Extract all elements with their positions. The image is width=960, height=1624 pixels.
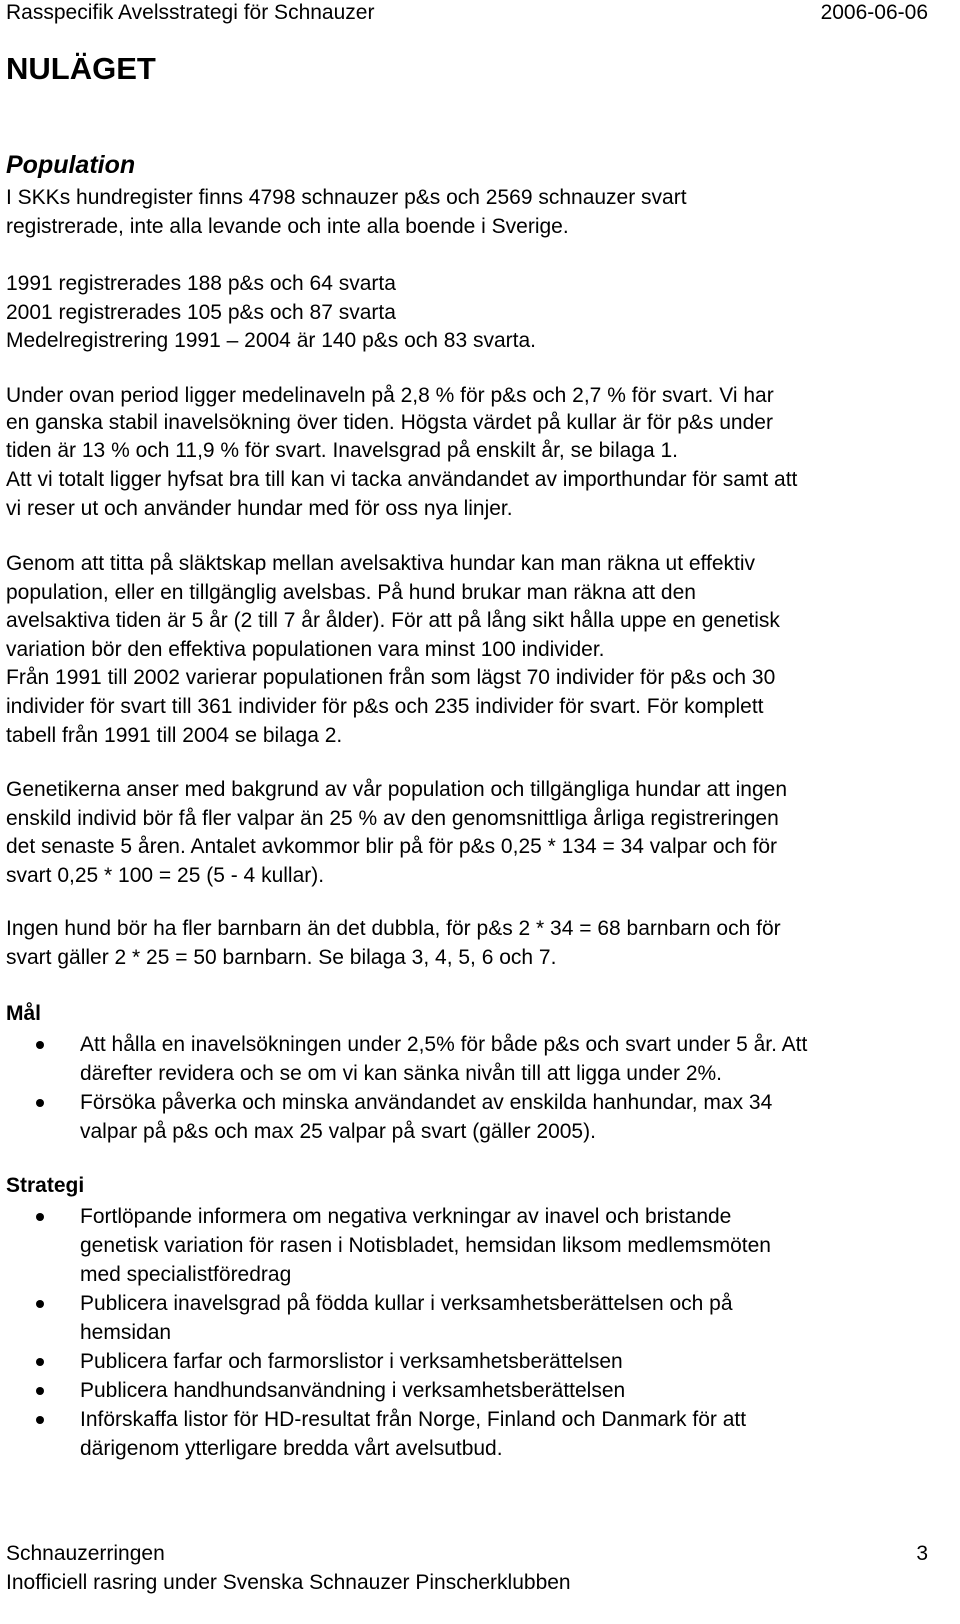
population-paragraph-7: Ingen hund bör ha fler barnbarn än det dubbla, för p&s 2 * 34 = 68 barnbarn och för svart gäller 2 * 25 = 50 barnbarn. Se bilaga 3, 4, 5, 6 och 7. xyxy=(6,917,781,969)
strategy-item-text: Publicera farfar och farmorslistor i verksamhetsberättelsen xyxy=(80,1350,623,1373)
strategy-heading: Strategi xyxy=(6,1174,85,1197)
population-paragraph-4: Att vi totalt ligger hyfsat bra till kan vi tacka användandet av importhundar för samt att vi reser ut och använder hundar med för oss nya linjer. xyxy=(6,468,798,520)
goals-item-text: Att hålla en inavelsökningen under 2,5% för både p&s och svart under 5 år. Att därefter revidera och se om vi kan sänka nivån till att ligga under 2%. xyxy=(80,1033,808,1085)
strategy-item-text: Fortlöpande informera om negativa verkningar av inavel och bristande genetisk variation för rasen i Notisbladet, hemsidan liksom medlemsmöten med specialistföredrag xyxy=(80,1205,771,1286)
page-number: 3 xyxy=(916,1542,928,1565)
footer-line-1: Schnauzerringen xyxy=(6,1542,165,1565)
strategy-list xyxy=(0,1202,950,1463)
strategy-list-item xyxy=(0,1376,950,1405)
population-heading: Population xyxy=(6,151,136,179)
population-paragraph-5: Genom att titta på släktskap mellan avelsaktiva hundar kan man räkna ut effektiv population, eller en tillgänglig avelsbas. På hund brukar man räkna att den avelsaktiva tiden är 5 år (2 till 7 år ålder). För att på lång sikt hålla uppe en genetisk variation bör den effektiva populationen vara minst 100 individer. Från 1991 till 2002 varierar populationen från som lägst 70 individer för p&s och 30 individer för svart till 361 individer för p&s och 235 individer för svart. För komplett tabell från 1991 till 2004 se bilaga 2. xyxy=(6,552,780,747)
strategy-item-text: Införskaffa listor för HD-resultat från Norge, Finland och Danmark för att därigenom ytterligare bredda vårt avelsutbud. xyxy=(80,1408,747,1460)
goals-list-item xyxy=(0,1088,950,1146)
population-paragraph-2: 1991 registrerades 188 p&s och 64 svarta 2001 registrerades 105 p&s och 87 svarta Medelregistrering 1991 – 2004 är 140 p&s och 83 svarta. xyxy=(6,272,536,353)
footer-line-2: Inofficiell rasring under Svenska Schnauzer Pinscherklubben xyxy=(6,1571,571,1594)
footer xyxy=(6,1539,571,1597)
strategy-item-text: Publicera inavelsgrad på födda kullar i verksamhetsberättelsen och på hemsidan xyxy=(80,1292,733,1344)
strategy-list-item xyxy=(0,1405,950,1463)
header-date: 2006-06-06 xyxy=(820,1,928,24)
population-paragraph-6: Genetikerna anser med bakgrund av vår population och tillgängliga hundar att ingen enskild individ bör få fler valpar än 25 % av den genomsnittliga årliga registreringen det senaste 5 åren. Antalet avkommor blir på för p&s 0,25 * 134 = 34 valpar och för svart 0,25 * 100 = 25 (5 - 4 kullar). xyxy=(6,778,788,887)
strategy-list-item xyxy=(0,1202,950,1289)
header-title: Rasspecifik Avelsstrategi för Schnauzer xyxy=(6,1,375,24)
bullet-icon xyxy=(36,1300,44,1308)
bullet-icon xyxy=(36,1387,44,1395)
goals-item-text: Försöka påverka och minska användandet av enskilda hanhundar, max 34 valpar på p&s och max 25 valpar på svart (gäller 2005). xyxy=(80,1091,773,1143)
bullet-icon xyxy=(36,1041,44,1049)
population-paragraph-1: I SKKs hundregister finns 4798 schnauzer p&s och 2569 schnauzer svart registrerade, inte alla levande och inte alla boende i Sverige. xyxy=(6,186,687,238)
bullet-icon xyxy=(36,1213,44,1221)
strategy-list-item xyxy=(0,1289,950,1347)
goals-list xyxy=(0,1030,950,1146)
goals-list-item xyxy=(0,1030,950,1088)
goals-heading: Mål xyxy=(6,1002,42,1025)
strategy-list-item xyxy=(0,1347,950,1376)
bullet-icon xyxy=(36,1099,44,1107)
population-paragraph-3: Under ovan period ligger medelinaveln på 2,8 % för p&s och 2,7 % för svart. Vi har en ganska stabil inavelsökning över tiden. Högsta värdet på kullar är för p&s under tiden är 13 % och 11,9 % för svart. Inavelsgrad på enskilt år, se bilaga 1. xyxy=(6,384,774,462)
bullet-icon xyxy=(36,1416,44,1424)
page-heading: NULÄGET xyxy=(6,51,156,86)
strategy-item-text: Publicera handhundsanvändning i verksamhetsberättelsen xyxy=(80,1379,626,1402)
bullet-icon xyxy=(36,1358,44,1366)
